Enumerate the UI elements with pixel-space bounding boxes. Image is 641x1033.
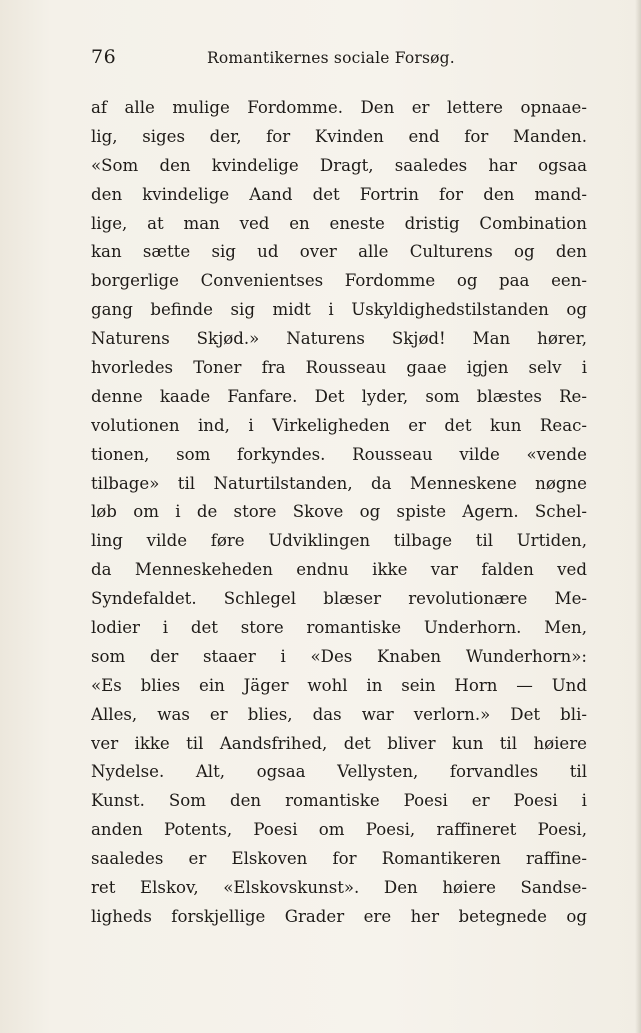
body-text <box>91 94 587 932</box>
text-line: lige, at man ved en eneste dristig Combination <box>91 213 587 233</box>
text-line: da Menneskeheden endnu ikke var falden ved <box>91 560 587 580</box>
text-line: tionen, som forkyndes. Rousseau vilde «vende <box>91 444 587 464</box>
text-line: ligheds forskjellige Grader ere her betegnede og <box>91 906 587 926</box>
text-line: Syndefaldet. Schlegel blæser revolutionære Me- <box>91 589 587 609</box>
text-line: ret Elskov, «Elskovskunst». Den høiere Sandse- <box>91 878 587 898</box>
text-line: løb om i de store Skove og spiste Agern. Schel- <box>91 502 587 522</box>
text-line: hvorledes Toner fra Rousseau gaae igjen selv i <box>91 358 587 378</box>
text-line: Alles, was er blies, das war verlorn.» Det bli- <box>91 704 587 724</box>
text-line: lig, siges der, for Kvinden end for Manden. <box>91 126 587 146</box>
text-line: volutionen ind, i Virkeligheden er det kun Reac- <box>91 415 587 435</box>
text-line: lodier i det store romantiske Underhorn. Men, <box>91 618 587 638</box>
text-line: denne kaade Fanfare. Det lyder, som blæstes Re- <box>91 386 587 406</box>
text-line: Naturens Skjød.» Naturens Skjød! Man hører, <box>91 329 587 349</box>
text-line: ver ikke til Aandsfrihed, det bliver kun til høiere <box>91 733 587 753</box>
text-line: anden Potents, Poesi om Poesi, raffineret Poesi, <box>91 820 587 840</box>
text-line: gang befinde sig midt i Uskyldighedstilstanden og <box>91 300 587 320</box>
running-title: Romantikernes sociale Forsøg. <box>207 49 455 67</box>
text-line: Nydelse. Alt, ogsaa Vellysten, forvandles til <box>91 762 587 782</box>
page-number: 76 <box>91 46 117 68</box>
page-edge-shadow <box>635 0 641 1033</box>
text-line: den kvindelige Aand det Fortrin for den mand- <box>91 184 587 204</box>
text-line: «Es blies ein Jäger wohl in sein Horn — Und <box>91 675 587 695</box>
text-line: ling vilde føre Udviklingen tilbage til Urtiden, <box>91 531 587 551</box>
text-line: «Som den kvindelige Dragt, saaledes har ogsaa <box>91 155 587 175</box>
text-line: borgerlige Convenientses Fordomme og paa een- <box>91 271 587 291</box>
running-head <box>91 46 587 76</box>
text-line: saaledes er Elskoven for Romantikeren raffine- <box>91 849 587 869</box>
text-line: som der staaer i «Des Knaben Wunderhorn»: <box>91 646 587 666</box>
text-line: Kunst. Som den romantiske Poesi er Poesi i <box>91 791 587 811</box>
text-line: kan sætte sig ud over alle Culturens og den <box>91 242 587 262</box>
text-line: af alle mulige Fordomme. Den er lettere opnaae- <box>91 98 587 117</box>
text-line: tilbage» til Naturtilstanden, da Menneskene nøgne <box>91 473 587 493</box>
